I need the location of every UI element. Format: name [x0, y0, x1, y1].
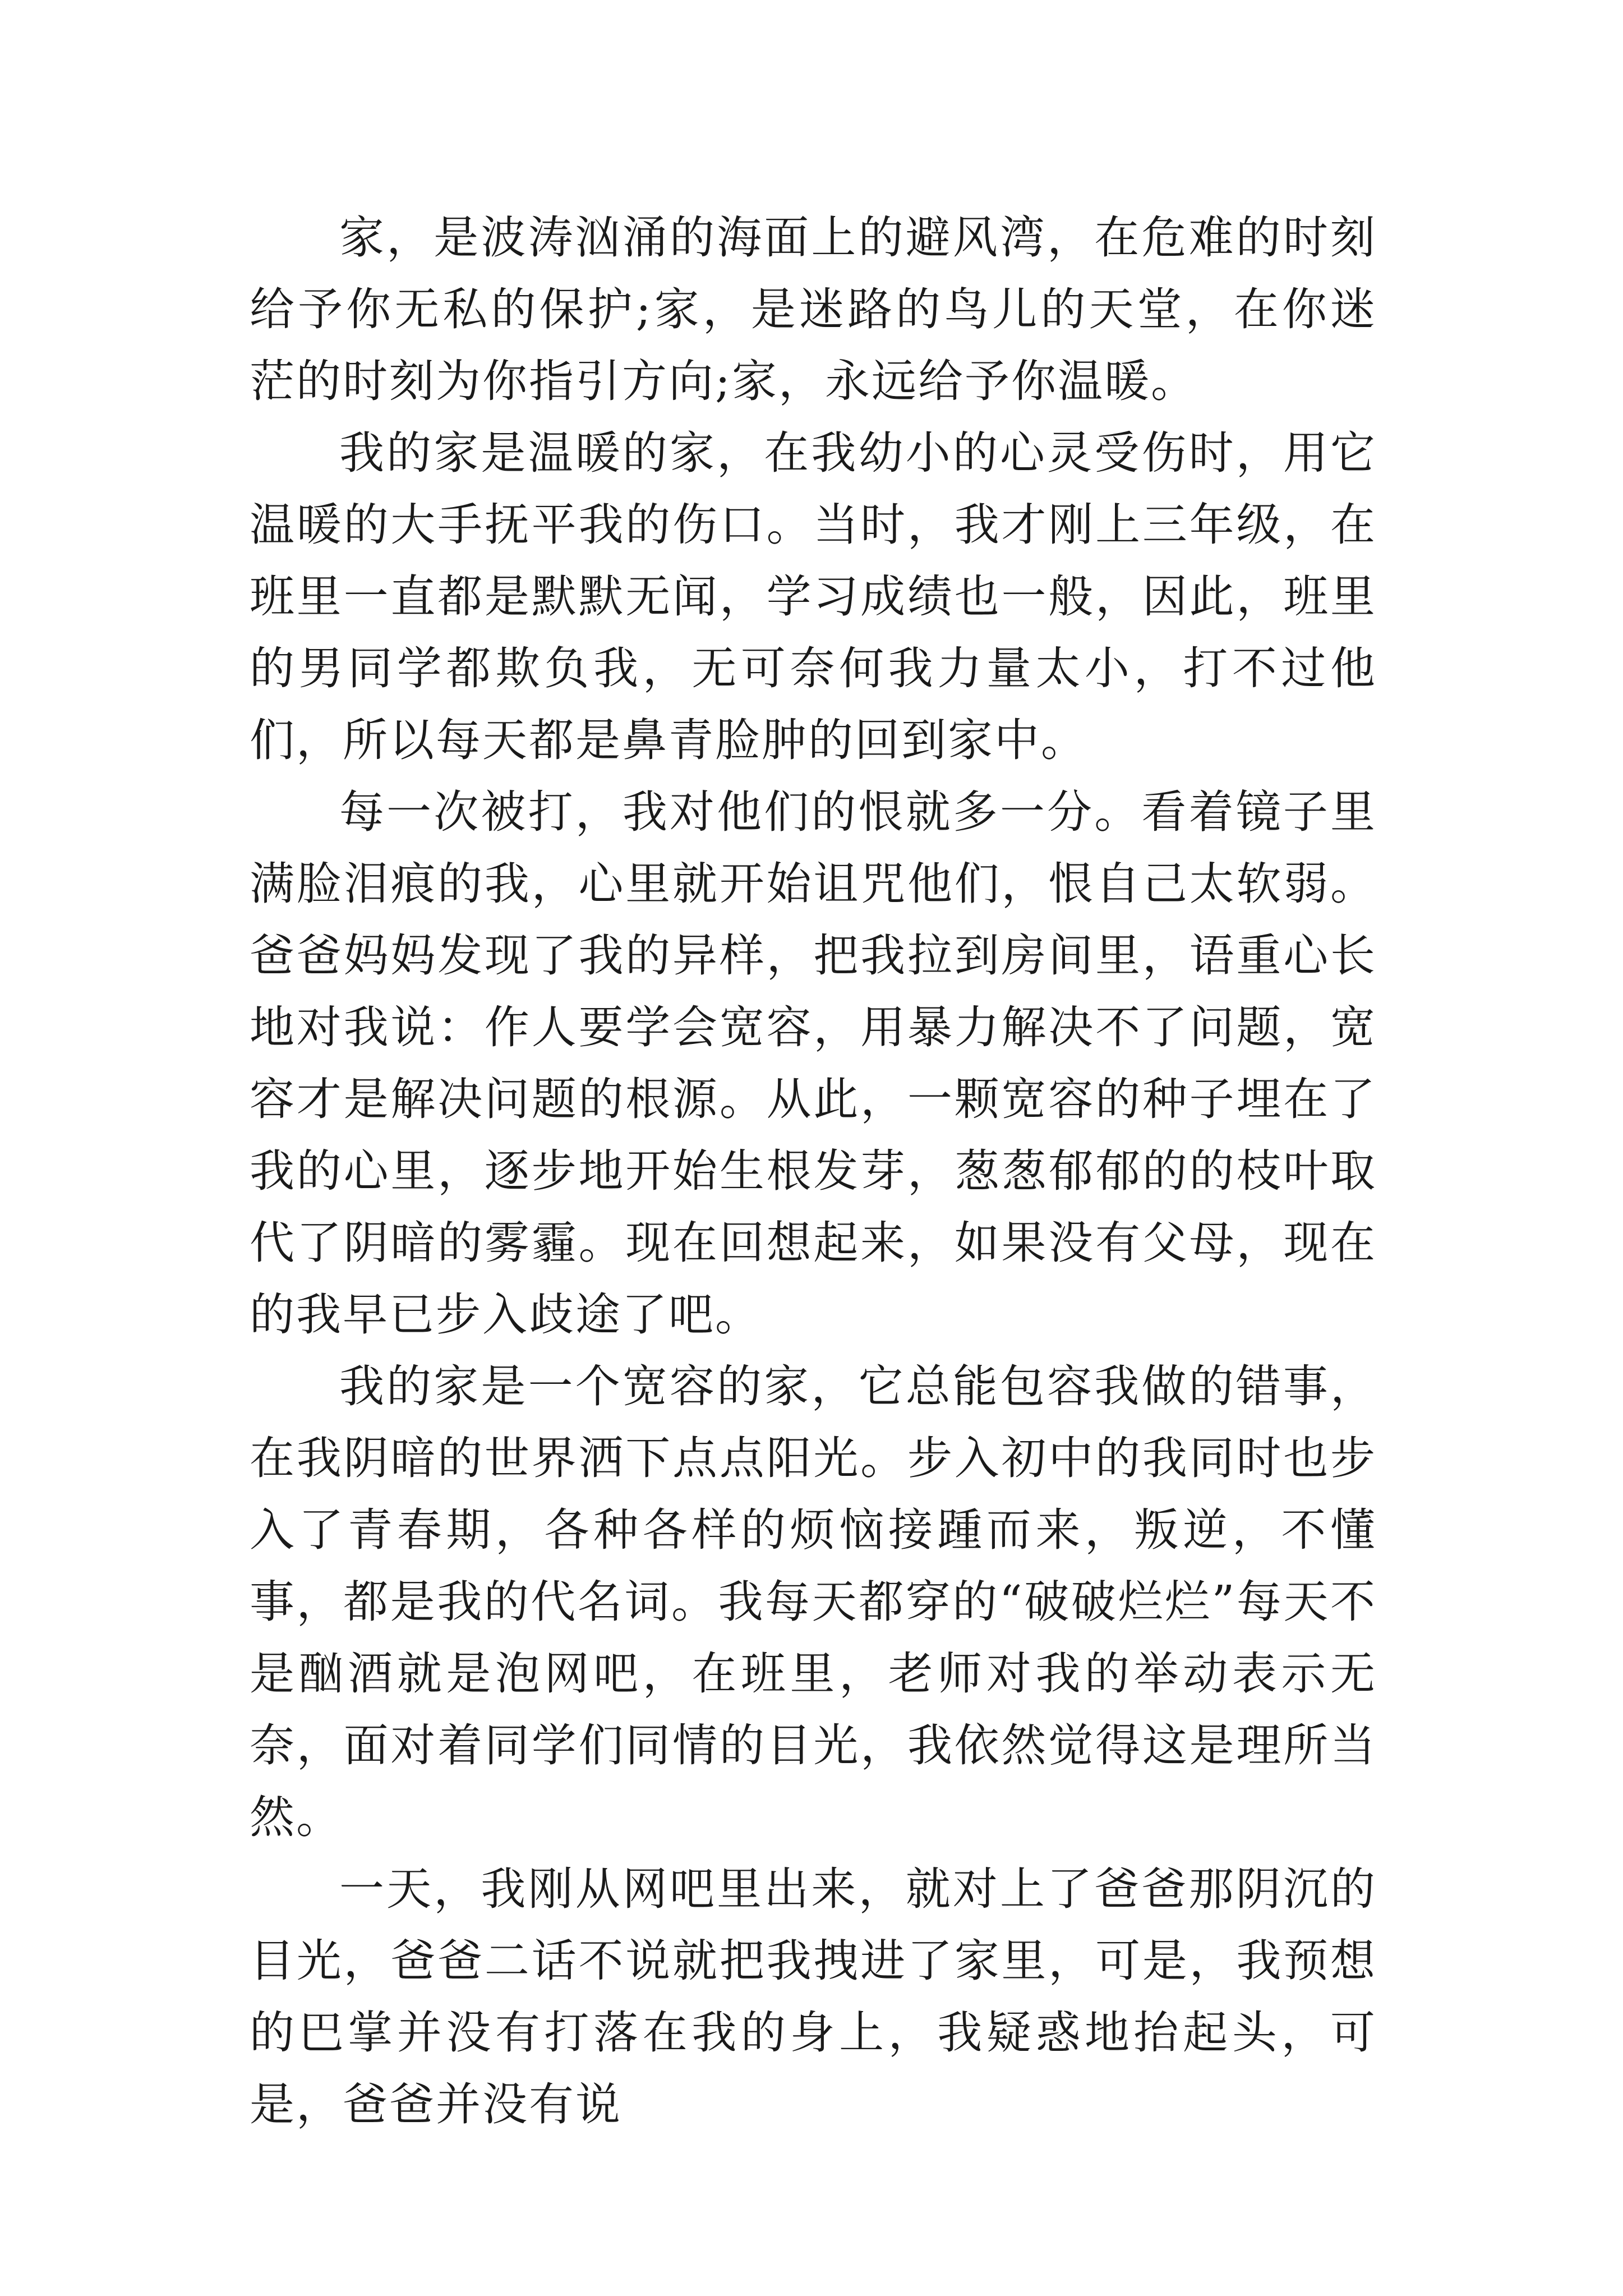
- paragraph: 一天，我刚从网吧里出来，就对上了爸爸那阴沉的目光，爸爸二话不说就把我拽进了家里，可是，我预想的巴掌并没有打落在我的身上，我疑惑地抬起头，可是，爸爸并没有说: [250, 1863, 1377, 2131]
- paragraph: 我的家是一个宽容的家，它总能包容我做的错事，在我阴暗的世界洒下点点阳光。步入初中的我同时也步入了青春期，各种各样的烦恼接踵而来，叛逆，不懂事，都是我的代名词。我每天都穿的“破破烂烂”每天不是酗酒就是泡网吧，在班里，老师对我的举动表示无奈，面对着同学们同情的目光，我依然觉得这是理所当然。: [250, 1360, 1377, 1843]
- paragraph: 每一次被打，我对他们的恨就多一分。看着镜子里满脸泪痕的我，心里就开始诅咒他们，恨自己太软弱。爸爸妈妈发现了我的异样，把我拉到房间里，语重心长地对我说：作人要学会宽容，用暴力解决不了问题，宽容才是解决问题的根源。从此，一颗宽容的种子埋在了我的心里，逐步地开始生根发芽，葱葱郁郁的的枝叶取代了阴暗的雾霾。现在回想起来，如果没有父母，现在的我早已步入歧途了吧。: [250, 786, 1377, 1341]
- paragraph: 家，是波涛汹涌的海面上的避风湾，在危难的时刻给予你无私的保护;家，是迷路的鸟儿的天堂，在你迷茫的时刻为你指引方向;家，永远给予你温暖。: [250, 211, 1377, 407]
- document-body: [250, 202, 1377, 2141]
- paragraph: 我的家是温暖的家，在我幼小的心灵受伤时，用它温暖的大手抚平我的伤口。当时，我才刚上三年级，在班里一直都是默默无闻，学习成绩也一般，因此，班里的男同学都欺负我，无可奈何我力量太小，打不过他们，所以每天都是鼻青脸肿的回到家中。: [250, 427, 1377, 766]
